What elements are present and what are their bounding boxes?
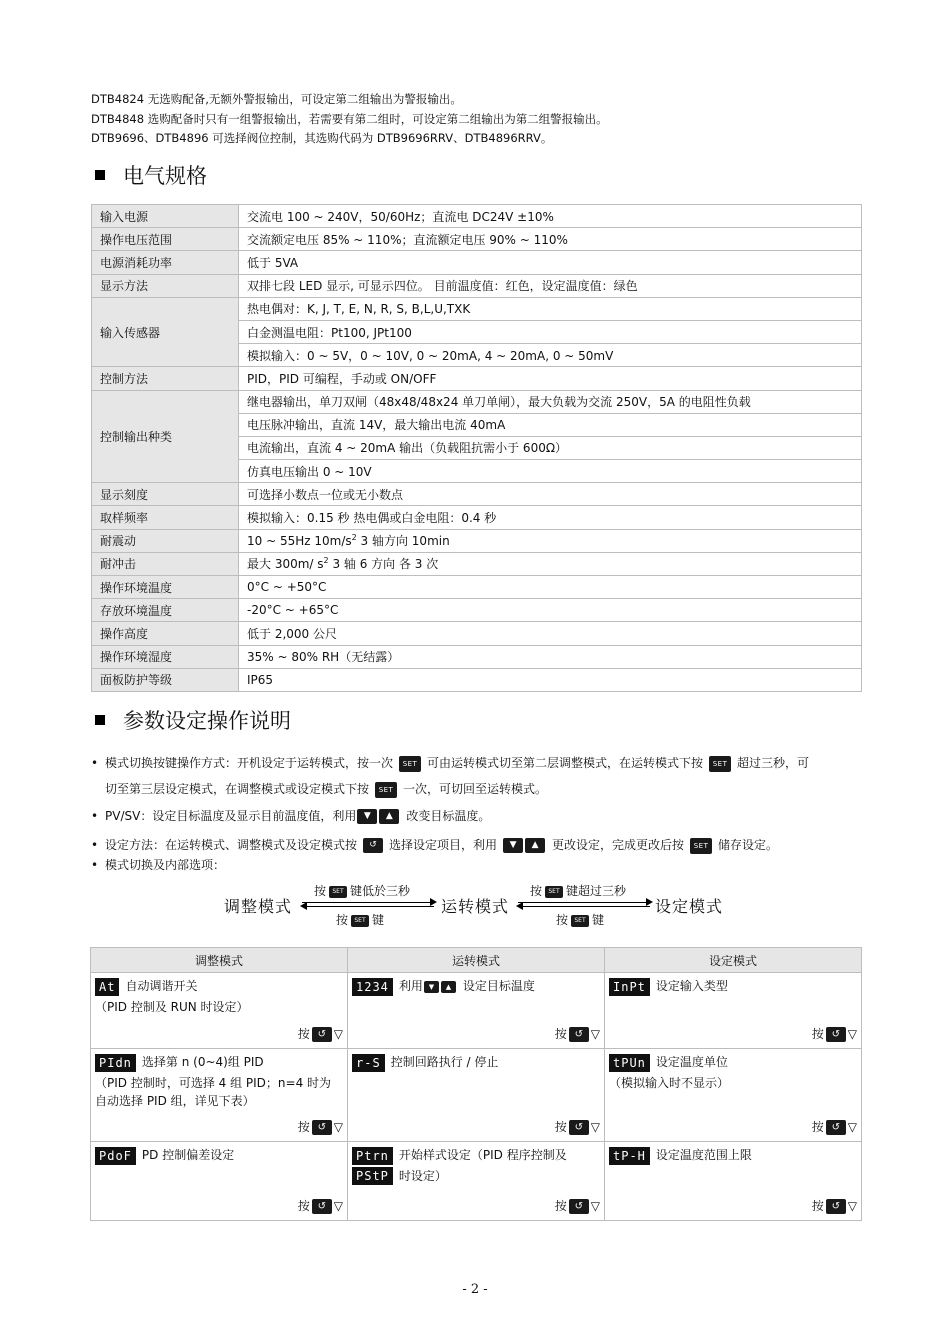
arrow-line-right-top (518, 902, 650, 903)
table-row (92, 251, 862, 274)
spec-value: 最大 300m/ $s^2$ 3 轴 6 方向 各 3 次 (239, 552, 862, 575)
bullet-continuation: 切至第三层设定模式，在调整模式或设定模式下按 SET 一次，可切回至运转模式。 (105, 782, 548, 796)
intro-text (91, 90, 608, 149)
mode-grid-table (90, 947, 862, 1221)
spec-key: 操作电压范围 (92, 228, 239, 251)
spec-value: 可选择小数点一位或无小数点 (239, 483, 862, 506)
spec-value: 交流电 100 ~ 240V，50/60Hz；直流电 DC24V ±10% (239, 205, 862, 228)
spec-key: 操作环境湿度 (92, 645, 239, 668)
led-display: tP-H (609, 1147, 650, 1165)
led-display: InPt (609, 978, 650, 996)
table-row: PdoF PD 控制偏差设定 按 ↺ ▽ Ptrn 开始样式设定（PID 程序控制及 PStP 时设定） 按 ↺ ▽ tP-H 设定温度范围上限 按 ↺ ▽ (91, 1142, 862, 1221)
spec-value: 电流输出，直流 4 ~ 20mA 输出（负载阻抗需小于 600Ω） (239, 436, 862, 459)
section-heading-params (95, 705, 291, 735)
cycle-key-icon: ↺ (569, 1199, 589, 1214)
cycle-key-icon: ↺ (826, 1120, 846, 1135)
table-row (92, 622, 862, 645)
set-key-icon: SET (709, 756, 731, 772)
table-row: At 自动调谐开关 （PID 控制及 RUN 时设定） 按 ↺ ▽ 1234 利用 ▼ ▲ 设定目标温度 按 ↺ ▽ InPt 设定输入类型 按 ↺ ▽ (91, 973, 862, 1049)
spec-value: 继电器输出，单刀双闸（48x48/48x24 单刀单闸），最大负载为交流 250V，5A 的电阻性负载 (239, 390, 862, 413)
intro-line: DTB4824 无选购配备,无额外警报输出，可设定第二组输出为警报输出。 (91, 92, 462, 106)
arrow-head-right-icon (646, 898, 653, 906)
arrow-caption-bottom-right: 按 SET 键 (556, 913, 605, 927)
spec-key: 输入传感器 (92, 297, 239, 367)
table-row (92, 645, 862, 668)
spec-key: 控制输出种类 (92, 390, 239, 483)
arrow-caption-top-left: 按 SET 键低於三秒 (314, 884, 411, 898)
arrow-line-right-bottom (518, 906, 650, 907)
cycle-key-icon: ↺ (363, 838, 383, 853)
mode-label-setup: 设定模式 (655, 897, 724, 916)
table-row (92, 552, 862, 575)
cycle-key-icon: ↺ (569, 1120, 589, 1135)
table-row (92, 529, 862, 552)
cycle-key-icon: ↺ (312, 1120, 332, 1135)
down-arrow-key-icon: ▼ (424, 981, 439, 993)
spec-key: 耐震动 (92, 529, 239, 552)
bullet-mode-options: • 模式切换及内部选项： (91, 858, 226, 872)
spec-value: PID，PID 可编程，手动或 ON/OFF (239, 367, 862, 390)
press-cycle-hint: 按 ↺ ▽ (554, 1120, 600, 1134)
set-key-icon: SET (375, 782, 397, 798)
spec-key: 操作高度 (92, 622, 239, 645)
cycle-key-icon: ↺ (312, 1027, 332, 1042)
column-header: 运转模式 (348, 948, 605, 973)
led-display: Ptrn (352, 1147, 393, 1165)
press-cycle-hint: 按 ↺ ▽ (811, 1120, 857, 1134)
table-row (92, 297, 862, 320)
table-row (92, 367, 862, 390)
press-cycle-hint: 按 ↺ ▽ (811, 1027, 857, 1041)
spec-key: 控制方法 (92, 367, 239, 390)
section-title: 参数设定操作说明 (123, 709, 291, 733)
press-cycle-hint: 按 ↺ ▽ (554, 1027, 600, 1041)
spec-table (91, 204, 862, 692)
led-display: tPUn (609, 1054, 650, 1072)
table-row (92, 668, 862, 691)
spec-key: 输入电源 (92, 205, 239, 228)
table-row (92, 483, 862, 506)
up-arrow-key-icon: ▲ (441, 981, 456, 993)
set-key-icon: SET (690, 838, 712, 854)
table-row (92, 506, 862, 529)
led-display: PIdn (95, 1054, 136, 1072)
set-key-icon: SET (351, 915, 369, 927)
spec-key: 显示方法 (92, 274, 239, 297)
table-row: PIdn 选择第 n (0~4)组 PID （PID 控制时，可选择 4 组 PID；n=4 时为自动选择 PID 组，详见下表） 按 ↺ ▽ r-S 控制回路执行 / 停止 按 ↺ ▽ tPUn 设定温度单位 （模拟输入时不显示） 按 ↺ ▽ (91, 1049, 862, 1142)
arrow-line-left-bottom (302, 906, 434, 907)
spec-value: 低于 5VA (239, 251, 862, 274)
cycle-key-icon: ↺ (312, 1199, 332, 1214)
square-bullet-icon (95, 715, 105, 725)
cycle-key-icon: ↺ (569, 1027, 589, 1042)
arrow-caption-top-right: 按 SET 键超过三秒 (530, 884, 627, 898)
bullet-pvsv: • PV/SV：设定目标温度及显示目前温度值，利用 ▼ ▲ 改变目标温度。 (91, 809, 491, 823)
spec-key: 操作环境温度 (92, 576, 239, 599)
column-header: 调整模式 (91, 948, 348, 973)
spec-value: 双排七段 LED 显示, 可显示四位。 目前温度值：红色，设定温度值：绿色 (239, 274, 862, 297)
table-row (92, 599, 862, 622)
spec-value: 仿真电压输出 0 ~ 10V (239, 460, 862, 483)
arrow-caption-bottom-left: 按 SET 键 (336, 913, 385, 927)
table-header-row (91, 948, 862, 973)
spec-key: 耐冲击 (92, 552, 239, 575)
mode-switch-diagram (220, 878, 760, 930)
press-cycle-hint: 按 ↺ ▽ (811, 1199, 857, 1213)
press-cycle-hint: 按 ↺ ▽ (297, 1120, 343, 1134)
section-title: 电气规格 (123, 164, 207, 188)
spec-key: 取样频率 (92, 506, 239, 529)
spec-value: -20°C ~ +65°C (239, 599, 862, 622)
down-arrow-key-icon: ▼ (357, 809, 377, 824)
column-header: 设定模式 (605, 948, 862, 973)
set-key-icon: SET (545, 886, 563, 898)
table-row (92, 274, 862, 297)
cycle-key-icon: ↺ (826, 1199, 846, 1214)
section-heading-electrical (95, 160, 207, 190)
bullet-setting-method: • 设定方法：在运转模式、调整模式及设定模式按 ↺ 选择设定项目，利用 ▼ ▲ 更改设定，完成更改后按 SET 储存设定。 (91, 838, 779, 852)
table-row (92, 228, 862, 251)
mode-label-run: 运转模式 (441, 897, 510, 916)
spec-value: 10 ~ 55Hz $10m/s^2$ 3 轴方向 10min (239, 529, 862, 552)
led-display: 1234 (352, 978, 393, 996)
spec-key: 面板防护等级 (92, 668, 239, 691)
arrow-head-left-icon (300, 902, 307, 910)
spec-value: 热电偶对：K, J, T, E, N, R, S, B,L,U,TXK (239, 297, 862, 320)
set-key-icon: SET (329, 886, 347, 898)
page-number: - 2 - (462, 1282, 488, 1297)
intro-line: DTB4848 选购配备时只有一组警报输出，若需要有第二组时，可设定第二组输出为第二组警报输出。 (91, 111, 608, 126)
spec-value: 白金测温电阻：Pt100, JPt100 (239, 320, 862, 343)
spec-value: 电压脉冲输出，直流 14V，最大输出电流 40mA (239, 413, 862, 436)
spec-value: 交流额定电压 85% ~ 110%；直流额定电压 90% ~ 110% (239, 228, 862, 251)
spec-value: 模拟输入：0 ~ 5V，0 ~ 10V, 0 ~ 20mA, 4 ~ 20mA, 0 ~ 50mV (239, 344, 862, 367)
spec-value: IP65 (239, 668, 862, 691)
up-arrow-key-icon: ▲ (525, 838, 545, 853)
spec-value: 低于 2,000 公尺 (239, 622, 862, 645)
spec-key: 显示刻度 (92, 483, 239, 506)
press-cycle-hint: 按 ↺ ▽ (297, 1027, 343, 1041)
spec-key: 存放环境温度 (92, 599, 239, 622)
set-key-icon: SET (399, 756, 421, 772)
down-arrow-key-icon: ▼ (503, 838, 523, 853)
table-row (92, 576, 862, 599)
table-row (92, 390, 862, 413)
arrow-head-left-icon (516, 902, 523, 910)
arrow-head-right-icon (430, 898, 437, 906)
arrow-line-left-top (302, 902, 434, 903)
led-display: r-S (352, 1054, 385, 1072)
spec-key: 电源消耗功率 (92, 251, 239, 274)
led-display: PdoF (95, 1147, 136, 1165)
press-cycle-hint: 按 ↺ ▽ (554, 1199, 600, 1213)
press-cycle-hint: 按 ↺ ▽ (297, 1199, 343, 1213)
led-display: At (95, 978, 119, 996)
table-row (92, 205, 862, 228)
cycle-key-icon: ↺ (826, 1027, 846, 1042)
bullet-mode-switch: • 模式切换按键操作方式：开机设定于运转模式，按一次 SET 可由运转模式切至第二层调整模式，在运转模式下按 SET 超过三秒，可 (91, 756, 810, 770)
spec-value: 35% ~ 80% RH（无结露） (239, 645, 862, 668)
set-key-icon: SET (571, 915, 589, 927)
intro-line: DTB9696、DTB4896 可选择阀位控制，其选购代码为 DTB9696RRV、DTB4896RRV。 (91, 131, 553, 145)
up-arrow-key-icon: ▲ (379, 809, 399, 824)
led-display: PStP (352, 1167, 393, 1185)
mode-label-adjust: 调整模式 (224, 897, 293, 916)
spec-value: 模拟输入：0.15 秒 热电偶或白金电阻：0.4 秒 (239, 506, 862, 529)
spec-value: 0°C ~ +50°C (239, 576, 862, 599)
square-bullet-icon (95, 170, 105, 180)
